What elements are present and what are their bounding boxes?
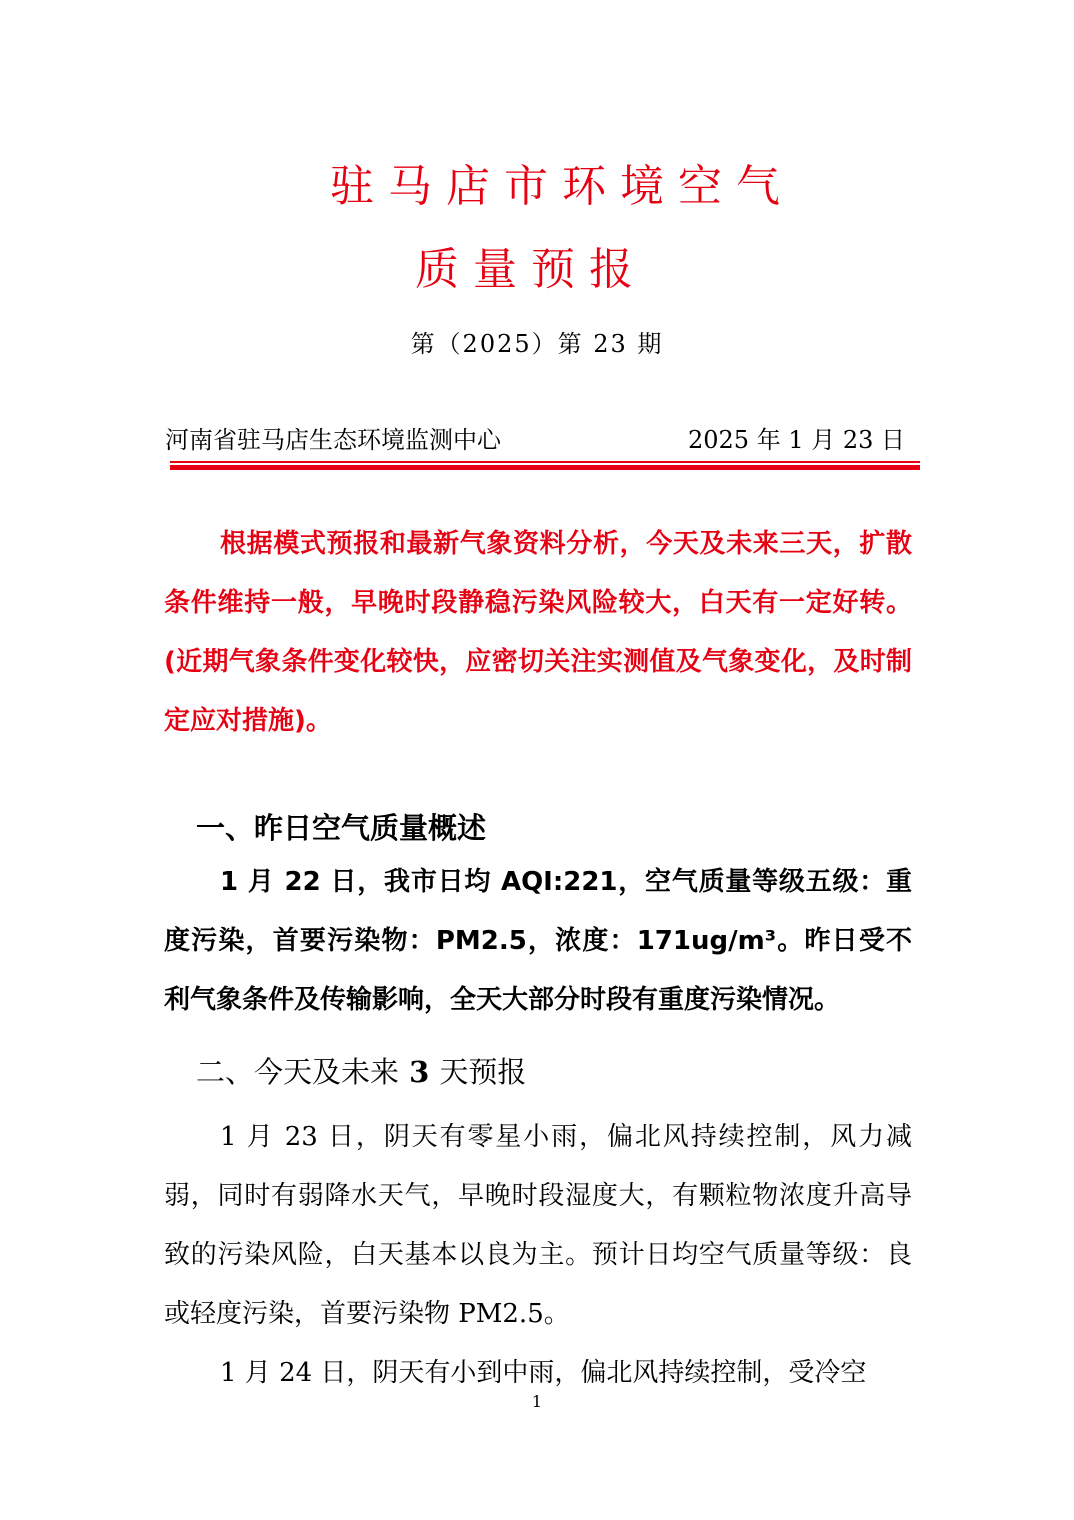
section2-heading-suffix: 天预报 xyxy=(439,1055,527,1089)
issuer-name: 河南省驻马店生态环境监测中心 xyxy=(165,426,501,454)
issue-date: 2025 年 1 月 23 日 xyxy=(688,426,906,454)
issue-number: 第（2025）第 23 期 xyxy=(410,330,664,358)
section2-heading-number: 3 xyxy=(399,1055,440,1089)
section2-heading xyxy=(196,1052,526,1092)
section2-paragraph-2: 1 月 24 日，阴天有小到中雨，偏北风持续控制，受冷空 xyxy=(220,1358,867,1388)
document-title-line2: 质量预报 xyxy=(415,244,647,295)
intro-paragraph: 根据模式预报和最新气象资料分析，今天及未来三天，扩散条件维持一般，早晚时段静稳污染风险较大，白天有一定好转。(近期气象条件变化较快，应密切关注实测值及气象变化，及时制定应对措施)。 xyxy=(164,529,912,736)
page-number: 1 xyxy=(531,1392,543,1411)
section1-heading: 一、昨日空气质量概述 xyxy=(196,811,487,845)
section1-paragraph: 1 月 22 日，我市日均 AQI:221，空气质量等级五级：重度污染，首要污染物：PM2.5，浓度：171ug/m³。昨日受不利气象条件及传输影响，全天大部分时段有重度污染情况。 xyxy=(164,867,912,1015)
document-title-line1: 驻马店市环境空气 xyxy=(330,161,794,212)
header-rule-thick xyxy=(170,465,920,470)
section2-heading-prefix: 二、今天及未来 xyxy=(196,1055,400,1089)
section2-paragraph-1: 1 月 23 日，阴天有零星小雨，偏北风持续控制，风力减弱，同时有弱降水天气，早晚时段湿度大，有颗粒物浓度升高导致的污染风险，白天基本以良为主。预计日均空气质量等级：良或轻度污染，首要污染物 PM2.5。 xyxy=(164,1122,912,1329)
header-rule-thin xyxy=(170,461,920,463)
